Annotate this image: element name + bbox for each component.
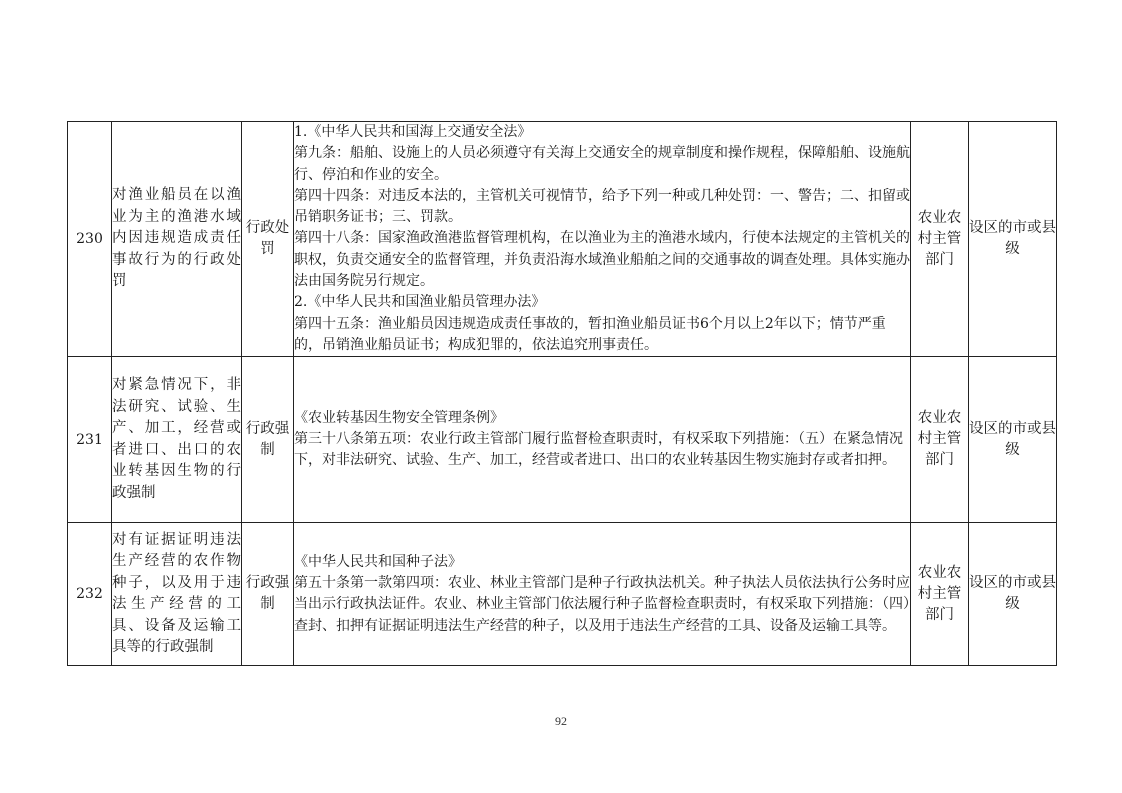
row-number: 232: [68, 523, 112, 666]
category-cell: 行政强制: [242, 523, 294, 666]
legal-basis-cell: [294, 357, 911, 523]
department-cell: 农业农村主管部门: [911, 122, 969, 357]
item-name: 对紧急情况下，非法研究、试验、生产、加工，经营或者进口、出口的农业转基因生物的行政强制: [112, 357, 242, 523]
power-list-table: [67, 121, 1057, 666]
basis-paragraph: 《农业转基因生物安全管理条例》: [294, 409, 504, 426]
basis-paragraph: 第五十条第一款第四项：农业、林业主管部门是种子行政执法机关。种子执法人员依法执行公务时应当出示行政执法证件。农业、林业主管部门依法履行种子监督检查职责时，有权采取下列措施：（四）查封、扣押有证据证明违法生产经营的种子，以及用于违法生产经营的工具、设备及运输工具等。: [294, 574, 910, 634]
row-number: 231: [68, 357, 112, 523]
item-name: 对渔业船员在以渔业为主的渔港水域内因违规造成责任事故行为的行政处罚: [112, 122, 242, 357]
legal-basis-cell: [294, 122, 911, 357]
legal-basis-cell: [294, 523, 911, 666]
basis-paragraph: 第九条：船舶、设施上的人员必须遵守有关海上交通安全的规章制度和操作规程，保障船舶、设施航行、停泊和作业的安全。: [294, 145, 910, 183]
item-name: 对有证据证明违法生产经营的农作物种子，以及用于违法生产经营的工具、设备及运输工具等的行政强制: [112, 523, 242, 666]
department-cell: 农业农村主管部门: [911, 523, 969, 666]
basis-paragraph: 第四十四条：对违反本法的，主管机关可视情节，给予下列一种或几种处罚：一、警告；二、扣留或吊销职务证书；三、罚款。: [294, 187, 910, 226]
basis-paragraph: 第三十八条第五项：农业行政主管部门履行监督检查职责时，有权采取下列措施：（五）在紧急情况下，对非法研究、试验、生产、加工，经营或者进口、出口的农业转基因生物实施封存或者扣押。: [294, 431, 903, 469]
basis-paragraph: 第四十五条：渔业船员因违规造成责任事故的，暂扣渔业船员证书6个月以上2年以下；情节严重的，吊销渔业船员证书；构成犯罪的，依法追究刑事责任。: [294, 315, 886, 353]
level-cell: 设区的市或县级: [969, 357, 1057, 523]
level-cell: 设区的市或县级: [969, 523, 1057, 666]
page-number: 92: [555, 714, 567, 728]
department-cell: 农业农村主管部门: [911, 357, 969, 523]
table-row: [68, 357, 1057, 523]
basis-paragraph: 1.《中华人民共和国海上交通安全法》: [294, 124, 532, 140]
basis-paragraph: 《中华人民共和国种子法》: [294, 553, 462, 570]
table-row: [68, 122, 1057, 357]
level-cell: 设区的市或县级: [969, 122, 1057, 357]
table-row: [68, 523, 1057, 666]
basis-paragraph: 第四十八条：国家渔政渔港监督管理机构，在以渔业为主的渔港水域内，行使本法规定的主管机关的职权，负责交通安全的监督管理，并负责沿海水域渔业船舶之间的交通事故的调查处理。具体实施办法由国务院另行规定。: [294, 230, 910, 290]
row-number: 230: [68, 122, 112, 357]
category-cell: 行政处罚: [242, 122, 294, 357]
basis-paragraph: 2.《中华人民共和国渔业船员管理办法》: [294, 294, 546, 311]
category-cell: 行政强制: [242, 357, 294, 523]
